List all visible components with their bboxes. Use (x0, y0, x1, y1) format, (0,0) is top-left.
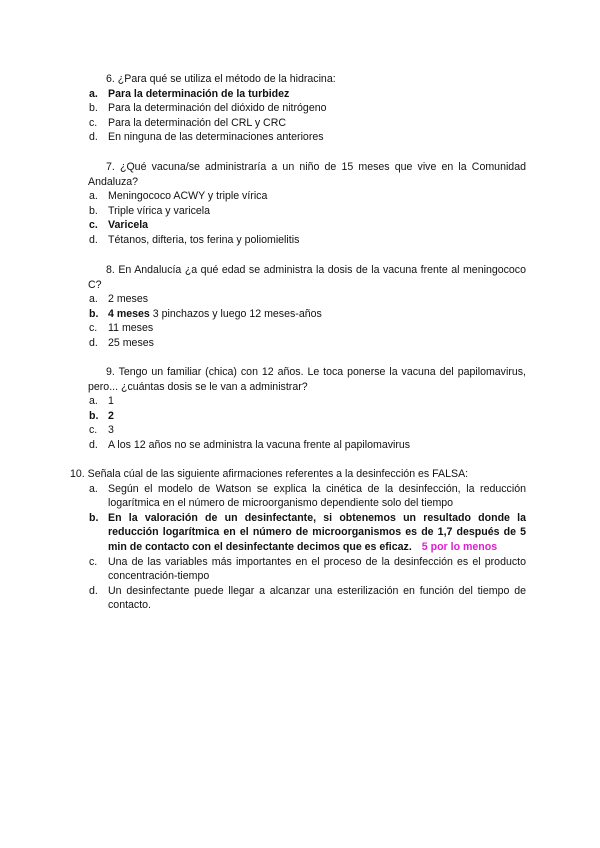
question-10 (70, 467, 526, 613)
answer-option: c. Varicela (89, 219, 149, 232)
answer-option: a. 1 (89, 395, 114, 408)
answer-option: a. Para la determinación de la turbidez (89, 87, 290, 100)
question-8 (88, 263, 526, 351)
answer-option: b. Triple vírica y varicela (89, 204, 211, 217)
question-title: 9. Tengo un familiar (chica) con 12 años. Le toca ponerse la vacuna del papilomavirus, pero... ¿cuántas dosis se le van a administrar? (88, 366, 526, 393)
answer-option: a. Meningococo ACWY y triple vírica (89, 190, 268, 203)
question-title: 10. Señala cúal de las siguiente afirmaciones referentes a la desinfección es FALSA: (70, 468, 469, 480)
answer-option: d. Un desinfectante puede llegar a alcanzar una esterilización en función del tiempo de contacto. (89, 584, 526, 612)
answer-option: c. Para la determinación del CRL y CRC (89, 116, 287, 129)
answer-option: a. 2 meses (89, 293, 149, 306)
answer-note: 3 pinchazos y luego 12 meses-años (152, 307, 322, 320)
answer-option: b. En la valoración de un desinfectante, si obtenemos un resultado donde la reducción logarítmica en el número de microorganismos es de 1,7 después de 5 min de contacto con el desinfectante decimos que es eficaz. 5 por lo menos (89, 511, 526, 553)
answer-option: d. En ninguna de las determinaciones anteriores (89, 131, 324, 144)
answer-option: d. A los 12 años no se administra la vacuna frente al papilomavirus (89, 438, 411, 451)
question-title: 8. En Andalucía ¿a qué edad se administra la dosis de la vacuna frente al meningococo C? (88, 264, 526, 291)
answer-option: c. 11 meses (89, 322, 154, 335)
answer-option: b. 4 meses 3 pinchazos y luego 12 meses-años (89, 307, 322, 320)
highlight-annotation: 5 por lo menos (421, 540, 498, 553)
question-7 (88, 160, 526, 248)
question-9 (88, 365, 526, 453)
answer-option: d. Tétanos, difteria, tos ferina y poliomielitis (89, 233, 300, 246)
answer-option: c. 3 (89, 424, 114, 437)
question-6 (88, 72, 526, 145)
answer-option: d. 25 meses (89, 336, 154, 349)
answer-option: c. Una de las variables más importantes en el proceso de la desinfección es el producto concentración-tiempo (89, 555, 526, 583)
question-title: 6. ¿Para qué se utiliza el método de la hidracina: (106, 73, 336, 85)
question-title: 7. ¿Qué vacuna/se administraría a un niño de 15 meses que vive en la Comunidad Andaluza? (88, 161, 526, 188)
answer-option: b. 2 (89, 409, 114, 422)
answer-option: a. Según el modelo de Watson se explica la cinética de la desinfección, la reducción logarítmica en el número de microorganismo dependiente solo del tiempo (89, 482, 526, 510)
answer-option: b. Para la determinación del dióxido de nitrógeno (89, 102, 327, 115)
